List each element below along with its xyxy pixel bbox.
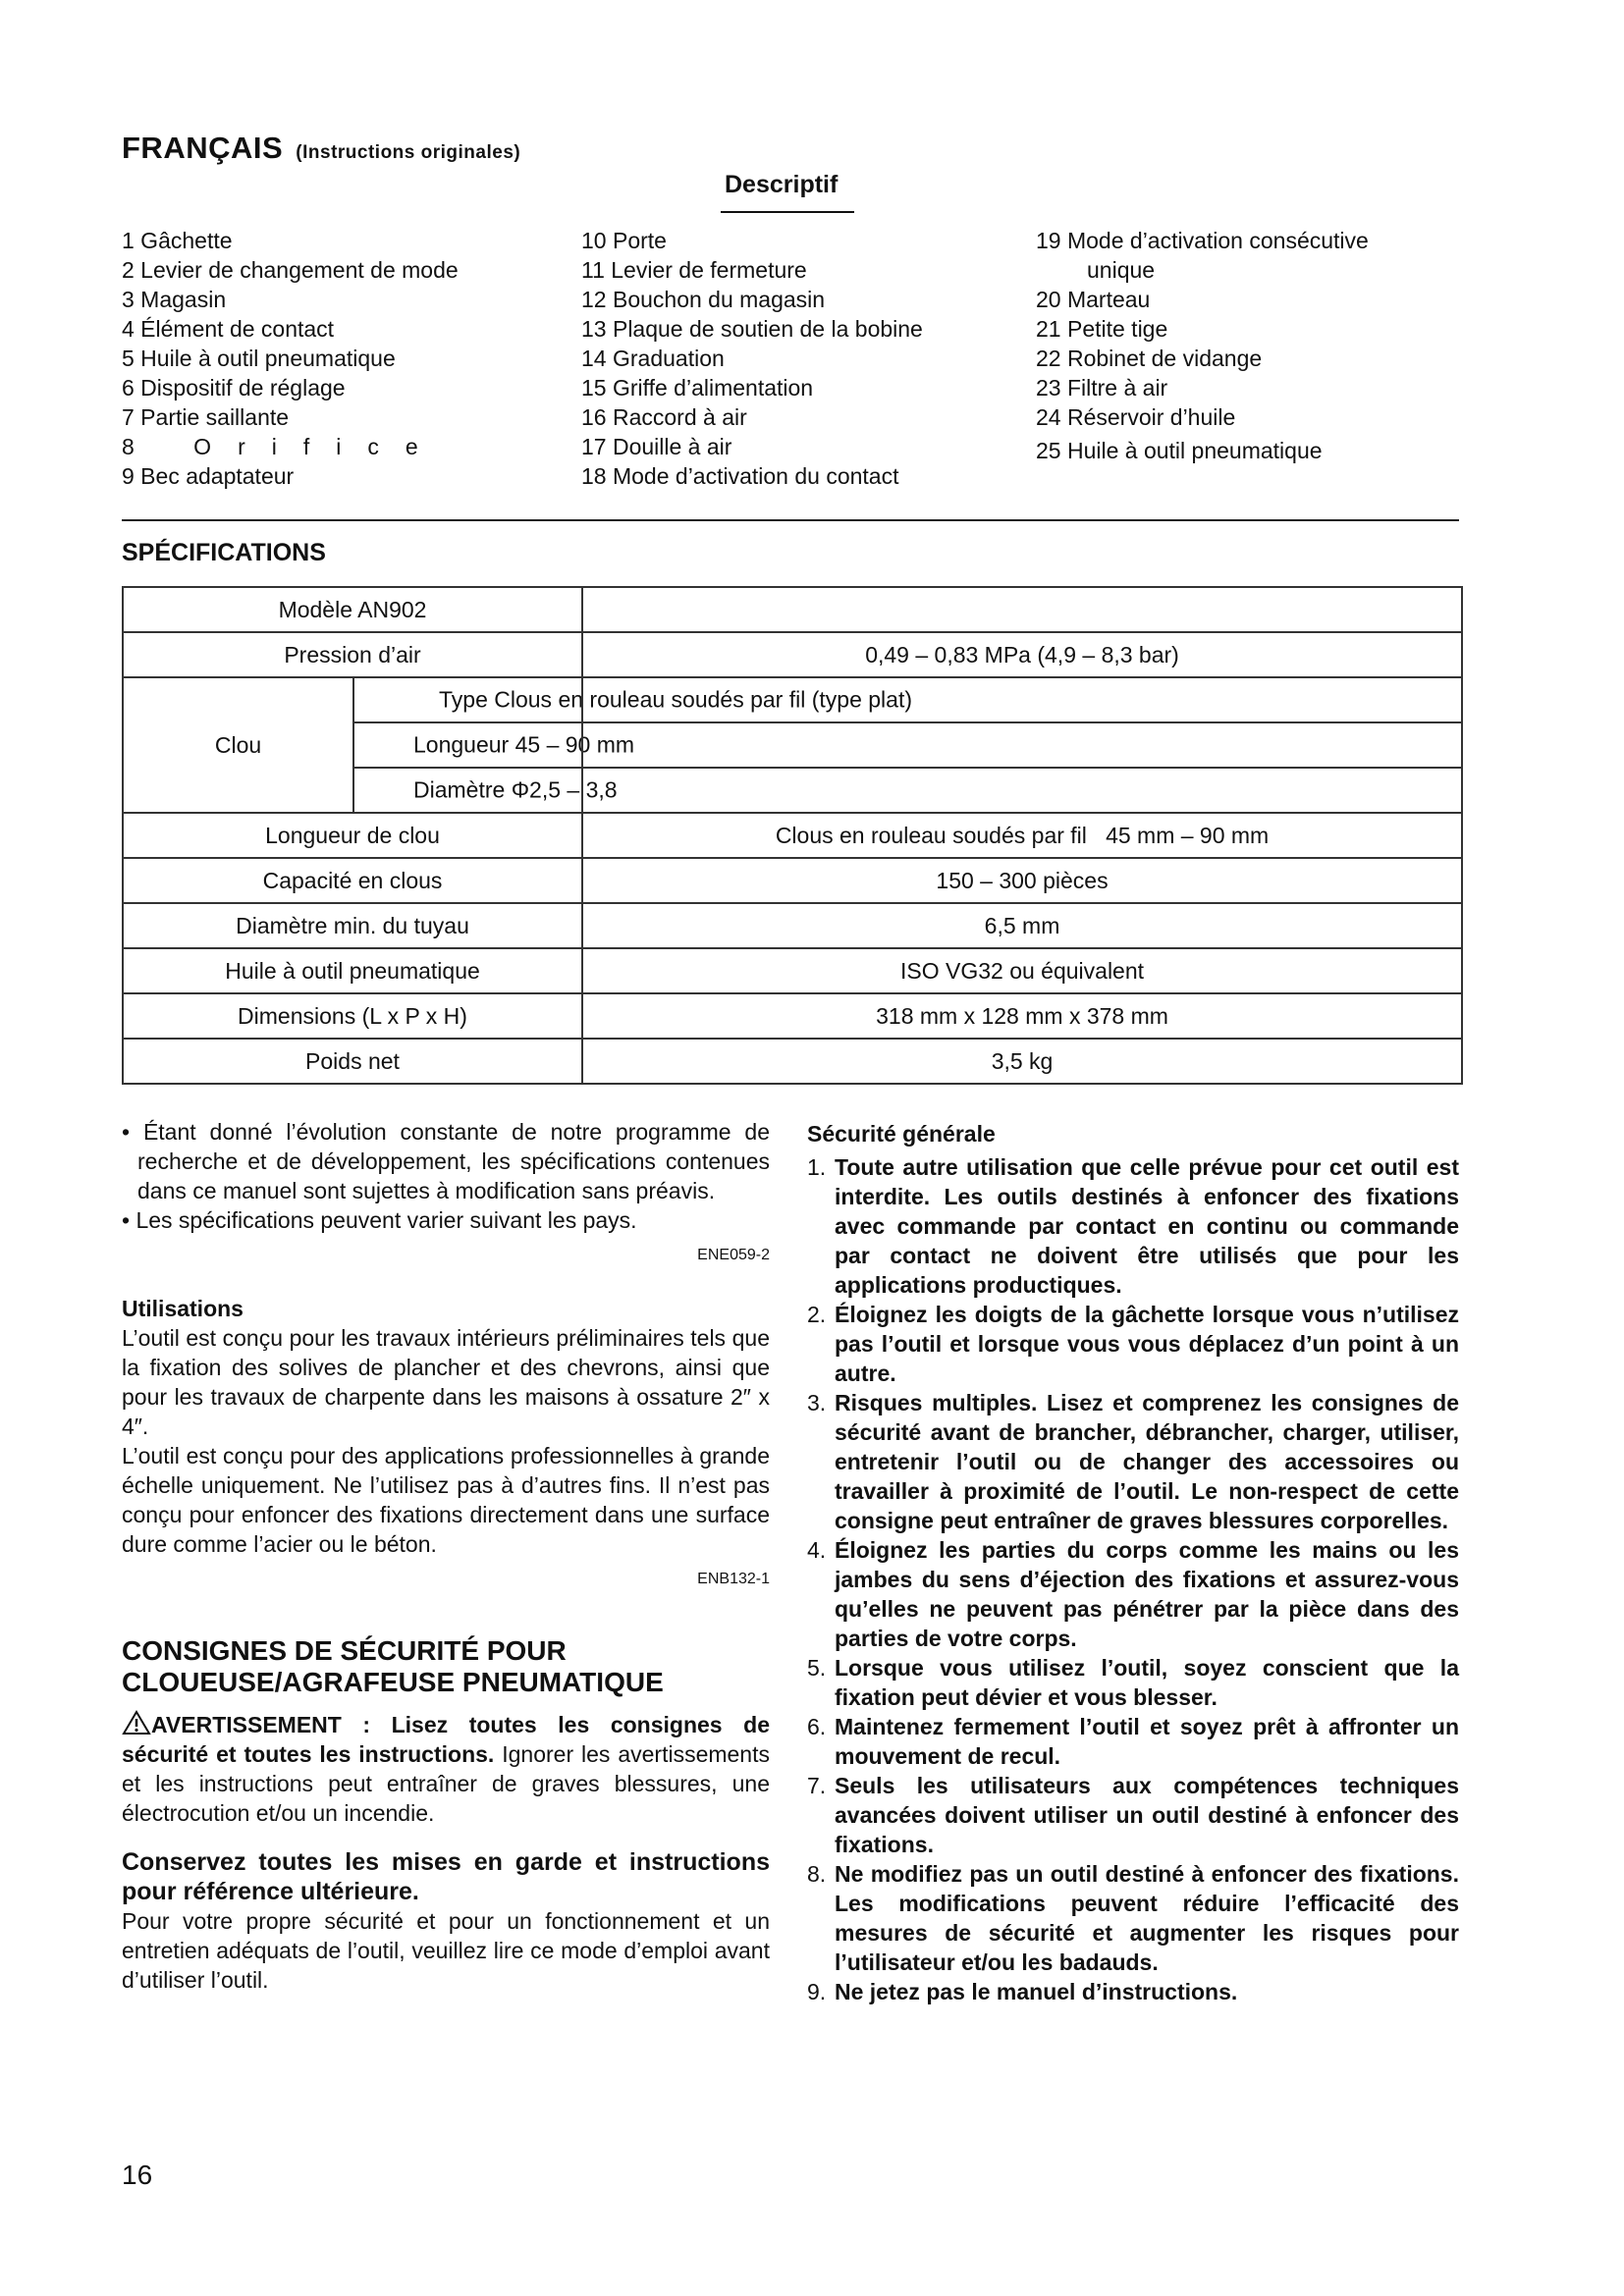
spec-value: Longueur 45 – 90 mm <box>413 731 635 758</box>
securite-title: Sécurité générale <box>807 1121 996 1147</box>
spec-label: Clou <box>123 677 353 813</box>
part-item: 1 Gâchette <box>122 228 233 253</box>
keep-instructions-title: Conservez toutes les mises en garde et instructions pour référence ultérieure. <box>122 1848 770 1905</box>
item-text: Risques multiples. Lisez et comprenez les consignes de sécurité avant de brancher, débrancher, charger, utiliser, entretenir l’outil ou de changer des accessoires ou travailler à proximité de l’outil. Le non-respect de cette consigne peut entraîner de graves blessures corporelles. <box>835 1390 1459 1533</box>
list-item <box>807 1388 1459 1535</box>
part-item: 21 Petite tige <box>1036 316 1168 342</box>
spec-label: Diamètre min. du tuyau <box>123 903 582 948</box>
page-number: 16 <box>122 2160 153 2190</box>
item-text: Toute autre utilisation que celle prévue pour cet outil est interdite. Les outils destinés à enfoncer des fixations avec commande par contact en continu ou commande par contact ne doivent être utilisés que pour les applications productiques. <box>835 1154 1459 1298</box>
table-row <box>123 993 1462 1039</box>
descriptif-title: Descriptif <box>725 171 839 198</box>
list-item <box>807 1859 1459 1977</box>
part-item: 18 Mode d’activation du contact <box>581 463 899 489</box>
part-item: 8 Orifice <box>122 434 445 459</box>
language-heading <box>122 131 520 166</box>
part-item: 14 Graduation <box>581 346 725 371</box>
table-row <box>123 903 1462 948</box>
part-item: 13 Plaque de soutien de la bobine <box>581 316 923 342</box>
part-item: 22 Robinet de vidange <box>1036 346 1263 371</box>
cell-divider <box>581 767 583 814</box>
part-item: 23 Filtre à air <box>1036 375 1168 400</box>
warning-paragraph <box>122 1710 770 1828</box>
spec-cell <box>353 768 1462 813</box>
table-row <box>123 948 1462 993</box>
warning-bold: AVERTISSEMENT : Lisez toutes les consignes de sécurité et toutes les instructions. <box>122 1712 770 1767</box>
item-number: 6. <box>807 1714 827 1739</box>
table-row <box>123 587 1462 632</box>
parts-column-3 <box>1036 226 1369 465</box>
part-item: 5 Huile à outil pneumatique <box>122 346 396 371</box>
list-item <box>807 1977 1459 2006</box>
part-item: 25 Huile à outil pneumatique <box>1036 438 1323 463</box>
descriptif-underline <box>721 211 854 213</box>
item-text: Seuls les utilisateurs aux compétences techniques avancées doivent utiliser un outil destiné à enfoncer des fixations. <box>835 1773 1459 1857</box>
part-item: 24 Réservoir d’huile <box>1036 404 1236 430</box>
spec-value <box>582 587 1462 632</box>
part-item: 7 Partie saillante <box>122 404 290 430</box>
part-item: 6 Dispositif de réglage <box>122 375 346 400</box>
spec-note: • Étant donné l’évolution constante de notre programme de recherche et de développement, les spécifications contenues dans ce manuel sont sujettes à modification sans préavis. <box>122 1119 770 1203</box>
spec-value: Diamètre Φ2,5 – 3,8 <box>413 776 618 803</box>
part-item: 15 Griffe d’alimentation <box>581 375 814 400</box>
spec-value: 0,49 – 0,83 MPa (4,9 – 8,3 bar) <box>582 632 1462 677</box>
reference-code: ENE059-2 <box>697 1247 770 1263</box>
part-item: 19 Mode d’activation consécutive <box>1036 228 1369 253</box>
item-text: Ne jetez pas le manuel d’instructions. <box>835 1979 1238 2004</box>
list-item <box>807 1712 1459 1771</box>
warning-text: Ignorer les avertissements et les instructions peut entraîner de graves blessures, une électrocution et/ou un incendie. <box>122 1741 770 1826</box>
part-item: 10 Porte <box>581 228 667 253</box>
spec-value: 3,5 kg <box>582 1039 1462 1084</box>
warning-triangle-icon <box>122 1710 151 1735</box>
spec-label: Longueur de clou <box>123 813 582 858</box>
keep-instructions-text: Pour votre propre sécurité et pour un fonctionnement et un entretien adéquats de l’outil, veuillez lire ce mode d’emploi avant d’utiliser l’outil. <box>122 1908 770 1993</box>
consignes-title-line: CONSIGNES DE SÉCURITÉ POUR <box>122 1635 567 1666</box>
item-text: Maintenez fermement l’outil et soyez prêt à affronter un mouvement de recul. <box>835 1714 1459 1769</box>
part-item: 11 Levier de fermeture <box>581 257 807 283</box>
part-item: 16 Raccord à air <box>581 404 747 430</box>
utilisations-title: Utilisations <box>122 1296 244 1321</box>
parts-column-1 <box>122 226 459 491</box>
right-column <box>807 1119 1459 2006</box>
spec-value: 150 – 300 pièces <box>582 858 1462 903</box>
spec-note: • Les spécifications peuvent varier suivant les pays. <box>122 1207 637 1233</box>
specifications-title: SPÉCIFICATIONS <box>122 539 326 566</box>
item-number: 4. <box>807 1537 827 1563</box>
part-item-continued: unique <box>1087 257 1156 283</box>
part-item: 20 Marteau <box>1036 287 1151 312</box>
cell-divider <box>581 676 583 723</box>
utilisations-paragraph: L’outil est conçu pour les travaux intérieurs préliminaires tels que la fixation des solives de plancher et des chevrons, ainsi que pour les travaux de charpente dans les maisons à ossature 2″ x 4″. <box>122 1325 770 1439</box>
spec-value: Type Clous en rouleau soudés par fil (type plat) <box>439 686 912 713</box>
table-row <box>123 677 1462 722</box>
language-subtitle: (Instructions originales) <box>296 142 521 163</box>
consignes-title-line: CLOUEUSE/AGRAFEUSE PNEUMATIQUE <box>122 1667 664 1697</box>
parts-column-2 <box>581 226 923 491</box>
part-item: 3 Magasin <box>122 287 227 312</box>
spec-label: Modèle AN902 <box>123 587 582 632</box>
item-number: 8. <box>807 1861 827 1887</box>
list-item <box>807 1300 1459 1388</box>
item-text: Ne modifiez pas un outil destiné à enfoncer des fixations. Les modifications peuvent réduire l’efficacité des mesures de sécurité et augmenter les risques pour l’utilisateur et/ou les badauds. <box>835 1861 1459 1975</box>
spec-note-text: Étant donné l’évolution constante de notre programme de recherche et de développement, les spécifications contenues dans ce manuel sont sujettes à modification sans préavis. <box>137 1119 770 1203</box>
item-number: 3. <box>807 1390 827 1415</box>
securite-list <box>807 1152 1459 2006</box>
part-item: 4 Élément de contact <box>122 316 335 342</box>
cell-divider <box>581 721 583 769</box>
list-item <box>807 1653 1459 1712</box>
spec-label: Poids net <box>123 1039 582 1084</box>
spec-value: ISO VG32 ou équivalent <box>582 948 1462 993</box>
table-row <box>123 813 1462 858</box>
spec-value: Clous en rouleau soudés par fil 45 mm – 90 mm <box>582 813 1462 858</box>
language-title: FRANÇAIS <box>122 131 284 165</box>
spec-label: Huile à outil pneumatique <box>123 948 582 993</box>
specifications-table <box>122 586 1463 1085</box>
consignes-title <box>122 1635 770 1698</box>
reference-code: ENB132-1 <box>697 1571 770 1587</box>
item-text: Éloignez les parties du corps comme les mains ou les jambes du sens d’éjection des fixations et assurez-vous qu’elles ne peuvent pas pénétrer par la pièce dans des parties de votre corps. <box>835 1537 1459 1651</box>
item-text: Lorsque vous utilisez l’outil, soyez conscient que la fixation peut dévier et vous blesser. <box>835 1655 1459 1710</box>
item-number: 9. <box>807 1979 827 2004</box>
item-text: Éloignez les doigts de la gâchette lorsque vous n’utilisez pas l’outil et lorsque vous vous déplacez d’un point à un autre. <box>835 1302 1459 1386</box>
spec-label: Dimensions (L x P x H) <box>123 993 582 1039</box>
spec-value: 318 mm x 128 mm x 378 mm <box>582 993 1462 1039</box>
spec-label: Pression d’air <box>123 632 582 677</box>
part-item: 2 Levier de changement de mode <box>122 257 459 283</box>
list-item <box>807 1535 1459 1653</box>
item-number: 7. <box>807 1773 827 1798</box>
part-item: 12 Bouchon du magasin <box>581 287 826 312</box>
spec-cell <box>353 722 1462 768</box>
part-item: 17 Douille à air <box>581 434 732 459</box>
spec-value: 6,5 mm <box>582 903 1462 948</box>
item-number: 2. <box>807 1302 827 1327</box>
section-divider <box>122 519 1459 521</box>
table-row <box>123 1039 1462 1084</box>
list-item <box>807 1771 1459 1859</box>
part-item: 9 Bec adaptateur <box>122 463 295 489</box>
left-column <box>122 1117 770 1995</box>
spec-label: Capacité en clous <box>123 858 582 903</box>
table-row <box>123 858 1462 903</box>
item-number: 5. <box>807 1655 827 1681</box>
list-item <box>807 1152 1459 1300</box>
table-row <box>123 632 1462 677</box>
spec-cell <box>353 677 1462 722</box>
utilisations-paragraph: L’outil est conçu pour des applications professionnelles à grande échelle uniquement. Ne l’utilisez pas à d’autres fins. Il n’est pas conçu pour enfoncer des fixations directement dans une surface dure comme l’acier ou le béton. <box>122 1443 770 1557</box>
item-number: 1. <box>807 1154 827 1180</box>
spec-note-text: Les spécifications peuvent varier suivant les pays. <box>135 1207 637 1233</box>
